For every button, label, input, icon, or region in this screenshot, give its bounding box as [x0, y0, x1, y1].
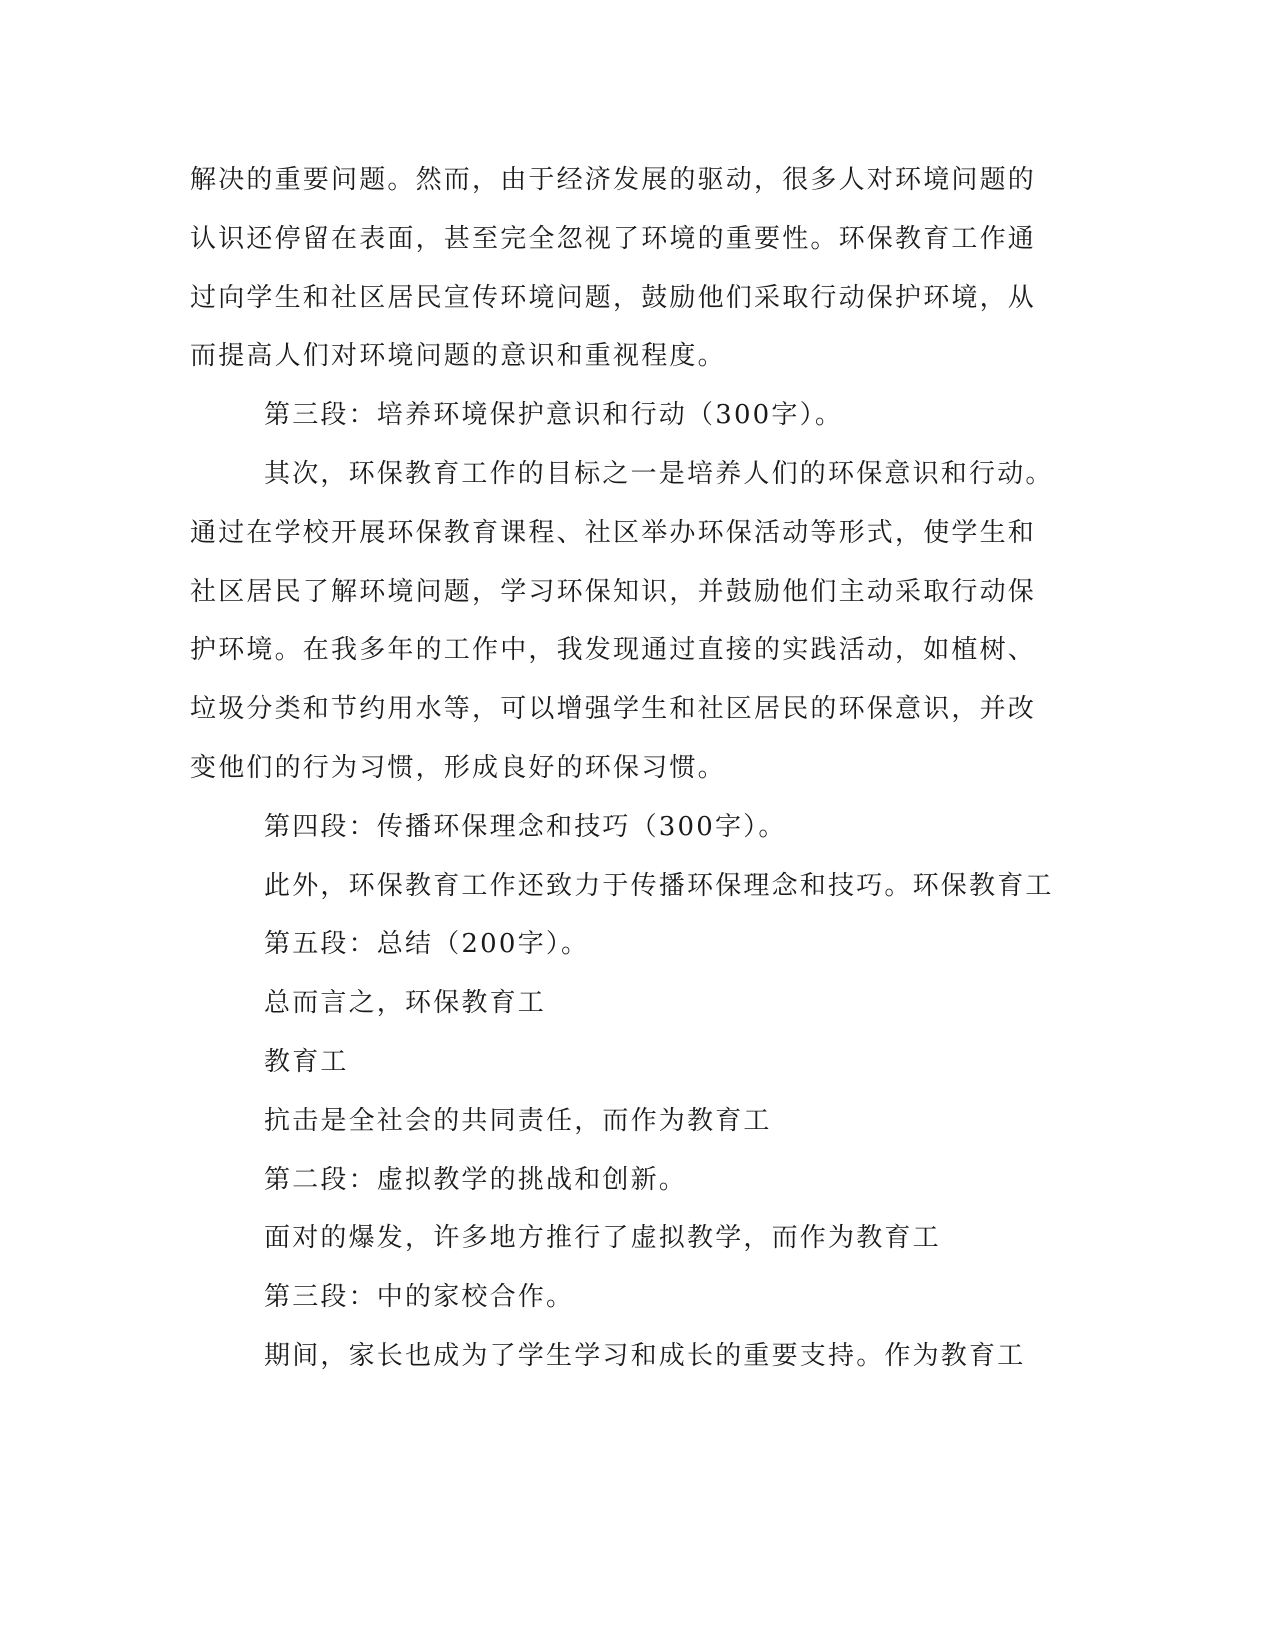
section-heading: 第四段：传播环保理念和技巧（300字）。	[264, 811, 787, 842]
body-text-line: 解决的重要问题。然而，由于经济发展的驱动，很多人对环境问题的	[190, 165, 1037, 195]
body-text-line: 期间，家长也成为了学生学习和成长的重要支持。作为教育工	[264, 1341, 1026, 1371]
section-heading: 第二段：虚拟教学的挑战和创新。	[264, 1164, 688, 1195]
body-text-line: 通过在学校开展环保教育课程、社区举办环保活动等形式，使学生和	[190, 517, 1037, 548]
body-text-line: 抗击是全社会的共同责任，而作为教育工	[264, 1105, 772, 1136]
body-text-line: 总而言之，环保教育工	[264, 988, 547, 1019]
section-heading: 第五段：总结（200字）。	[264, 929, 590, 960]
body-text-line: 垃圾分类和节约用水等，可以增强学生和社区居民的环保意识，并改	[190, 694, 1037, 725]
body-text-line: 变他们的行为习惯，形成良好的环保习惯。	[190, 753, 726, 783]
body-text-line: 而提高人们对环境问题的意识和重视程度。	[190, 341, 726, 372]
body-text-line: 社区居民了解环境问题，学习环保知识，并鼓励他们主动采取行动保	[190, 576, 1037, 607]
section-heading: 第三段：培养环境保护意识和行动（300字）。	[264, 400, 844, 431]
body-text-line: 此外，环保教育工作还致力于传播环保理念和技巧。环保教育工	[264, 870, 1054, 901]
section-heading: 第三段：中的家校合作。	[264, 1282, 575, 1313]
body-text-line: 其次，环保教育工作的目标之一是培养人们的环保意识和行动。	[264, 459, 1054, 489]
body-text-line: 过向学生和社区居民宣传环境问题，鼓励他们采取行动保护环境，从	[190, 282, 1037, 313]
body-text-line: 面对的爆发，许多地方推行了虚拟教学，而作为教育工	[264, 1223, 941, 1254]
body-text-line: 认识还停留在表面，甚至完全忽视了环境的重要性。环保教育工作通	[190, 223, 1037, 254]
body-text-line: 教育工	[264, 1047, 349, 1077]
body-text-line: 护环境。在我多年的工作中，我发现通过直接的实践活动，如植树、	[190, 635, 1037, 666]
